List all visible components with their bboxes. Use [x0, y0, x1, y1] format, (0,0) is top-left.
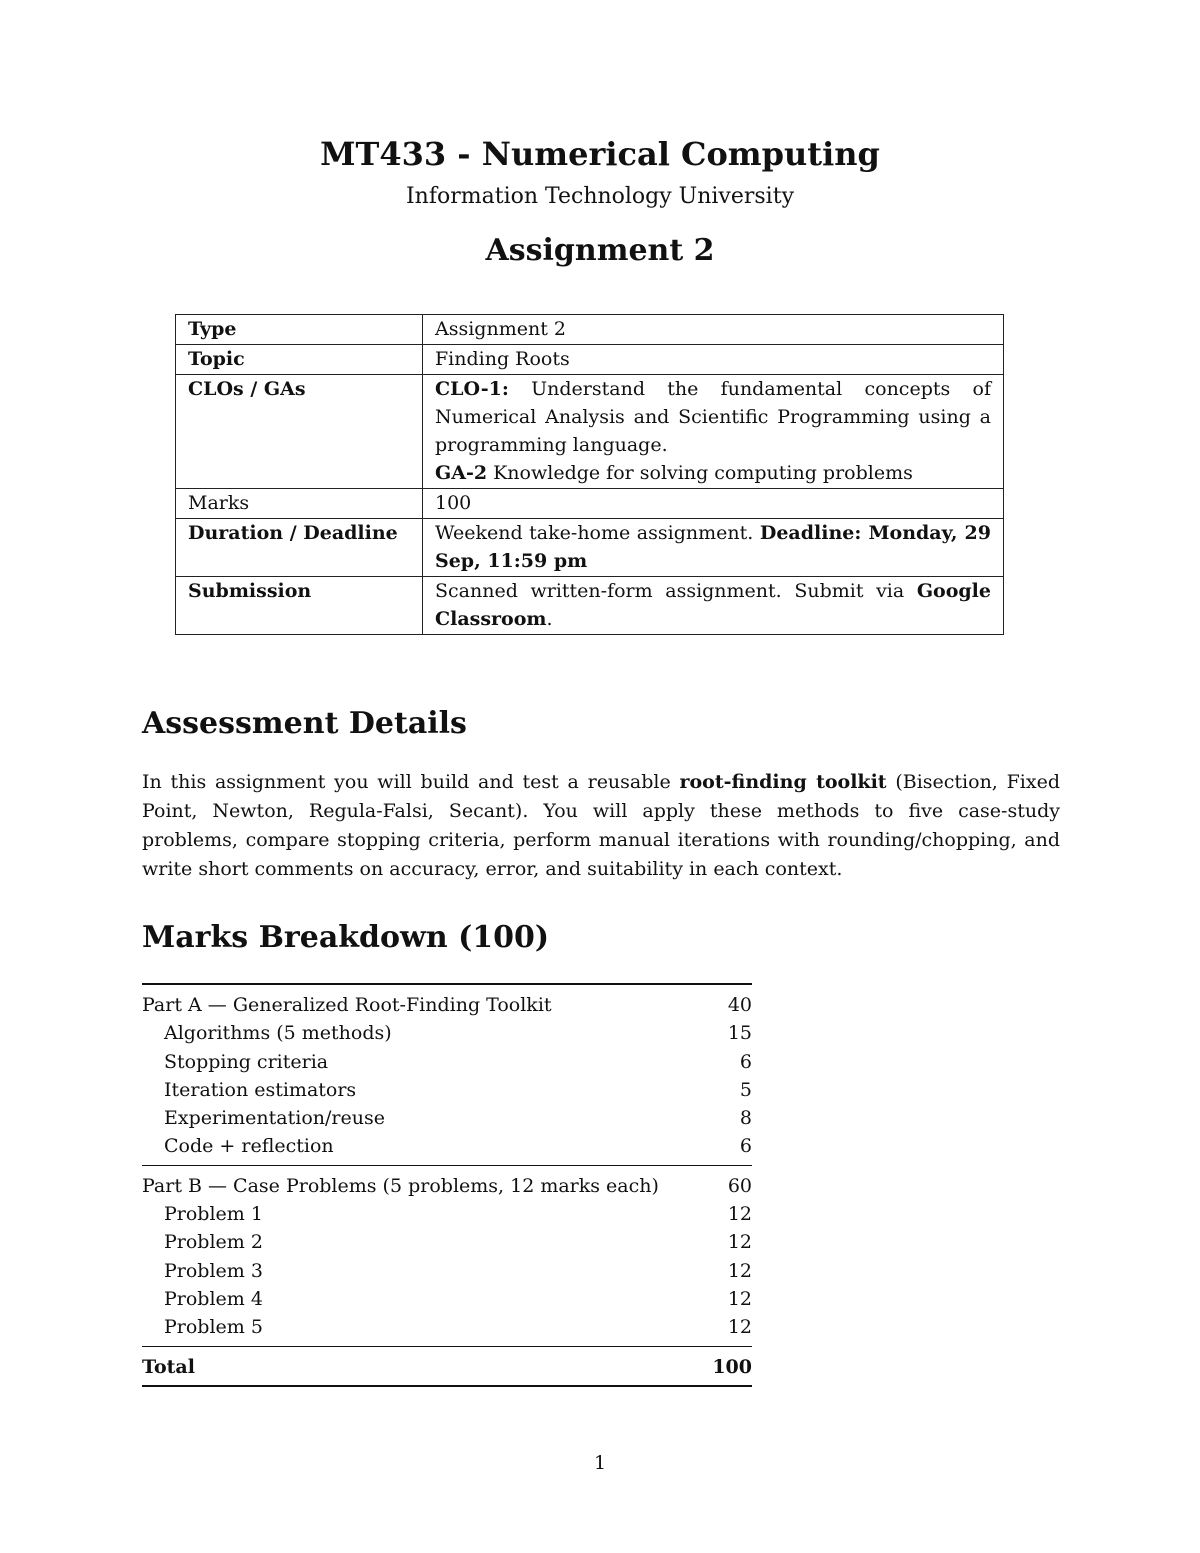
ga-description: Knowledge for solving computing problems — [487, 462, 913, 484]
clos-value — [423, 375, 1004, 489]
info-row-clos — [176, 375, 1004, 489]
assignment-title: Assignment 2 — [485, 233, 715, 268]
item-label: Problem 2 — [164, 1231, 263, 1254]
topic-label: Topic — [176, 345, 423, 375]
marks-label: Marks — [176, 489, 423, 519]
item-value: 8 — [739, 1107, 752, 1130]
item-value: 12 — [727, 1287, 752, 1310]
type-label: Type — [176, 315, 423, 345]
item-label: Code + reflection — [164, 1135, 334, 1158]
info-row-marks — [176, 489, 1004, 519]
item-value: 12 — [727, 1259, 752, 1282]
submission-platform: Google Classroom — [435, 580, 991, 630]
ga-code: GA-2 — [435, 462, 488, 484]
item-value: 15 — [727, 1022, 752, 1045]
table-row — [142, 1019, 752, 1047]
submission-text: Scanned written-form assignment. Submit via — [435, 580, 917, 602]
item-value: 6 — [739, 1135, 752, 1158]
table-row — [142, 1076, 752, 1104]
clo-code: CLO-1: — [435, 378, 509, 400]
item-label: Experimentation/reuse — [164, 1107, 385, 1130]
item-label: Problem 1 — [164, 1203, 263, 1226]
part-b-group — [142, 1166, 752, 1342]
table-row — [142, 1132, 752, 1160]
total-group — [142, 1347, 752, 1381]
university-name: Information Technology University — [405, 184, 794, 209]
topic-value: Finding Roots — [423, 345, 1004, 375]
table-row — [142, 1200, 752, 1228]
info-row-topic — [176, 345, 1004, 375]
item-label: Problem 5 — [164, 1316, 263, 1339]
submission-label: Submission — [176, 577, 423, 635]
clos-label: CLOs / GAs — [176, 375, 423, 489]
item-value: 12 — [727, 1231, 752, 1254]
item-value: 6 — [739, 1050, 752, 1073]
table-row — [142, 1285, 752, 1313]
clo-description: Understand the fundamental concepts of Numerical Analysis and Scientific Programming using a programming language. — [435, 378, 991, 456]
assessment-text-bold: root-finding toolkit — [679, 771, 887, 793]
assessment-paragraph — [142, 768, 1060, 884]
info-row-duration — [176, 519, 1004, 577]
duration-text: Weekend take-home assignment. — [435, 522, 760, 544]
table-row — [142, 1104, 752, 1132]
page-number: 1 — [593, 1452, 607, 1474]
table-row — [142, 1257, 752, 1285]
item-label: Problem 3 — [164, 1259, 263, 1282]
table-row — [142, 1228, 752, 1256]
total-label: Total — [142, 1355, 195, 1378]
marks-value: 100 — [423, 489, 1004, 519]
assessment-text-start: In this assignment you will build and test a reusable — [142, 771, 680, 793]
item-value: 12 — [727, 1316, 752, 1339]
type-value: Assignment 2 — [423, 315, 1004, 345]
submission-end: . — [546, 608, 553, 630]
marks-heading: Marks Breakdown (100) — [142, 920, 550, 955]
assessment-text-end: (Bisection, Fixed Point, Newton, Regula-Falsi, Secant). You will apply these methods to five case-study problems, compare stopping criteria, perform manual iterations with rounding/chopping, and write short comments on accuracy, error, and suitability in each context. — [142, 771, 1060, 880]
item-label: Iteration estimators — [164, 1078, 357, 1101]
info-row-submission — [176, 577, 1004, 635]
part-b-row — [142, 1172, 752, 1200]
submission-value — [423, 577, 1004, 635]
table-row — [142, 1048, 752, 1076]
marks-table — [142, 983, 752, 1387]
info-row-type — [176, 315, 1004, 345]
table-row — [142, 1313, 752, 1341]
part-a-label: Part A — Generalized Root-Finding Toolkit — [142, 994, 552, 1016]
part-b-label: Part B — Case Problems (5 problems, 12 marks each) — [142, 1174, 659, 1197]
part-b-value: 60 — [727, 1174, 752, 1197]
bottom-rule — [142, 1385, 752, 1387]
part-a-row — [142, 991, 752, 1019]
item-label: Problem 4 — [164, 1287, 263, 1310]
assessment-heading: Assessment Details — [142, 706, 467, 741]
duration-value — [423, 519, 1004, 577]
assignment-info-table — [175, 314, 1004, 635]
item-label: Algorithms (5 methods) — [164, 1022, 392, 1045]
deadline-text: Deadline: Monday, 29 Sep, 11:59 pm — [435, 522, 992, 572]
item-value: 12 — [727, 1203, 752, 1226]
item-label: Stopping criteria — [164, 1050, 329, 1073]
total-value: 100 — [712, 1355, 752, 1378]
part-a-value: 40 — [727, 994, 752, 1016]
duration-label: Duration / Deadline — [176, 519, 423, 577]
total-row — [142, 1353, 752, 1381]
item-value: 5 — [739, 1078, 752, 1101]
part-a-group — [142, 985, 752, 1161]
course-title: MT433 - Numerical Computing — [320, 135, 880, 173]
